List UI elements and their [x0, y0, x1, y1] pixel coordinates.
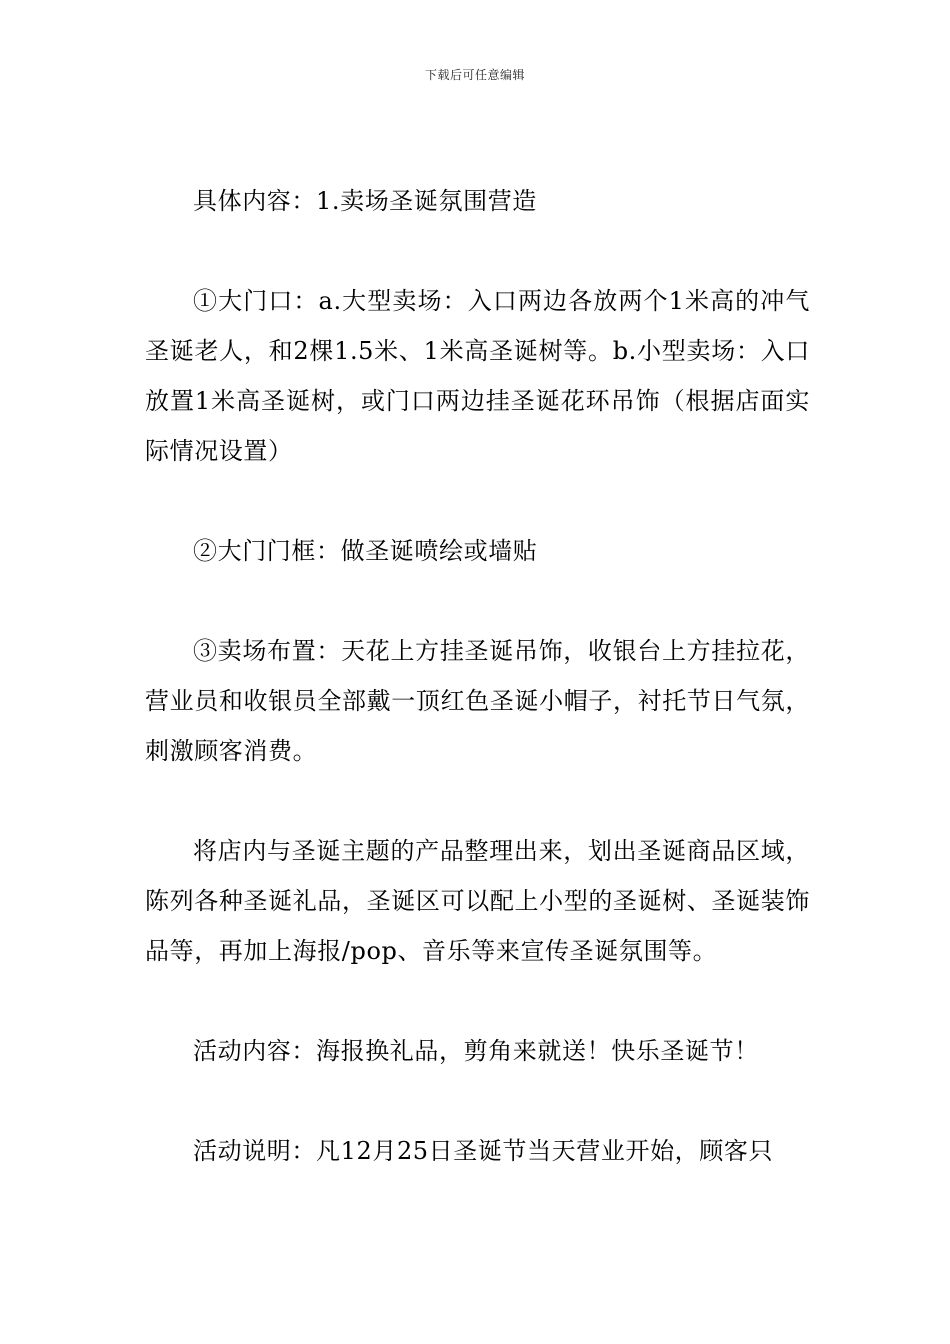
page-header: 下载后可任意编辑 — [424, 68, 525, 82]
paragraph-christmas-zone: 将店内与圣诞主题的产品整理出来，划出圣诞商品区域，陈列各种圣诞礼品，圣诞区可以配上小型的圣诞树、圣诞装饰品等，再加上海报/pop、音乐等来宣传圣诞氛围等。 — [145, 837, 810, 965]
paragraph-store-layout: ③卖场布置：天花上方挂圣诞吊饰，收银台上方挂拉花，营业员和收银员全部戴一顶红色圣诞小帽子，衬托节日气氛，刺激顾客消费。 — [145, 637, 810, 765]
document-body — [145, 176, 810, 1176]
paragraph-entrance: ①大门口：a.大型卖场：入口两边各放两个1米高的冲气圣诞老人，和2棵1.5米、1米高圣诞树等。b.小型卖场：入口放置1米高圣诞树，或门口两边挂圣诞花环吊饰（根据店面实际情况设置） — [145, 287, 810, 465]
paragraph-door-frame: ②大门门框：做圣诞喷绘或墙贴 — [193, 537, 538, 565]
paragraph-gap — [145, 776, 810, 826]
paragraph-activity-content: 活动内容：海报换礼品，剪角来就送！快乐圣诞节！ — [193, 1037, 759, 1065]
paragraph-gap — [145, 226, 810, 276]
paragraph-gap — [145, 1076, 810, 1126]
paragraph-activity-description: 活动说明：凡12月25日圣诞节当天营业开始，顾客只 — [193, 1137, 774, 1165]
paragraph-gap — [145, 976, 810, 1026]
paragraph-gap — [145, 576, 810, 626]
paragraph-content-heading: 具体内容：1.卖场圣诞氛围营造 — [193, 187, 537, 215]
paragraph-gap — [145, 476, 810, 526]
